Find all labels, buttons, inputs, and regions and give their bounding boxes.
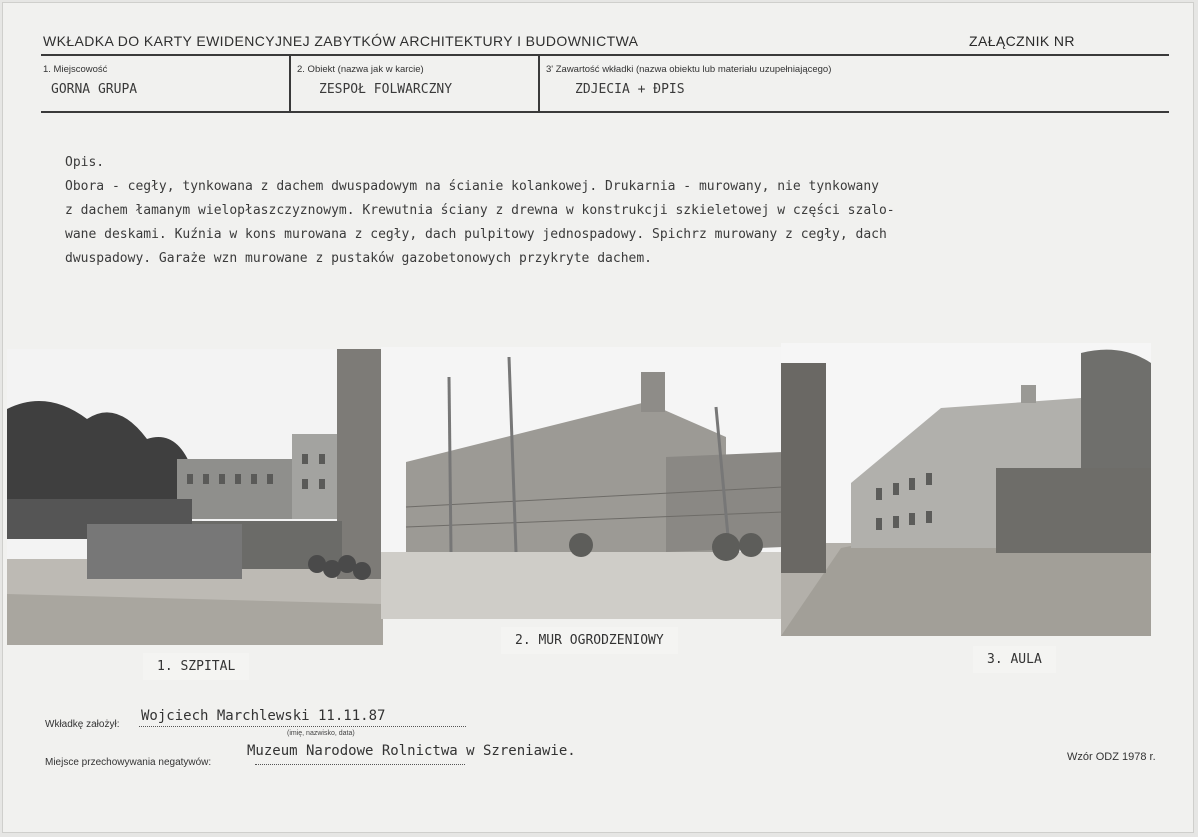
description-line: z dachem łamanym wielopłaszczyznowym. Krewutnia ściany z drewna w konstrukcji szkieletowej w części szalo- <box>65 203 895 218</box>
negatives-value: Muzeum Narodowe Rolnictwa w Szreniawie. <box>247 743 576 759</box>
form-reference: Wzór ODZ 1978 r. <box>1067 751 1156 763</box>
negatives-underline <box>255 764 465 765</box>
photo-hospital-image <box>7 349 383 645</box>
photo-hall <box>781 343 1151 636</box>
header-rule <box>41 54 1169 56</box>
description-line: dwuspadowy. Garaże wzn murowane z pustaków gazobetonowych przykryte dachem. <box>65 251 652 266</box>
author-underline <box>139 726 466 727</box>
annex-label: ZAŁĄCZNIK NR <box>969 33 1075 49</box>
description-heading: Opis. <box>65 155 105 170</box>
field-value-object: ZESPOŁ FOLWARCZNY <box>319 82 453 97</box>
field-value-locality: GORNA GRUPA <box>51 82 138 97</box>
photo-wall <box>381 347 783 619</box>
photo-hall-image <box>781 343 1151 636</box>
field-label-object: 2. Obiekt (nazwa jak w karcie) <box>297 64 424 75</box>
field-label-contents: 3' Zawartość wkładki (nazwa obiektu lub materiału uzupełniającego) <box>546 64 832 75</box>
caption-hall: 3. AULA <box>973 646 1056 673</box>
field-value-contents: ZDJECIA + ĐPIS <box>575 82 685 97</box>
description-line: wane deskami. Kuźnia w kons murowana z cegły, dach pulpitowy jednospadowy. Spichrz murowany z cegły, dach <box>65 227 887 242</box>
field-divider-1 <box>289 54 291 113</box>
photo-wall-image <box>381 347 783 619</box>
field-label-locality: 1. Miejscowość <box>43 64 108 75</box>
author-value: Wojciech Marchlewski 11.11.87 <box>141 708 386 724</box>
card-title: WKŁADKA DO KARTY EWIDENCYJNEJ ZABYTKÓW ARCHITEKTURY I BUDOWNICTWA <box>43 33 639 49</box>
photo-hospital <box>7 349 383 645</box>
description-block <box>65 151 1155 271</box>
caption-wall: 2. MUR OGRODZENIOWY <box>501 627 678 654</box>
author-label: Wkładkę założył: <box>45 719 120 730</box>
description-line: Obora - cegły, tynkowana z dachem dwuspadowym na ścianie kolankowej. Drukarnia - murowany, nie tynkowany <box>65 179 879 194</box>
fields-bottom-rule <box>41 111 1169 113</box>
author-note: (imię, nazwisko, data) <box>287 730 355 737</box>
field-divider-2 <box>538 54 540 113</box>
caption-hospital: 1. SZPITAL <box>143 653 249 680</box>
negatives-label: Miejsce przechowywania negatywów: <box>45 757 212 768</box>
inventory-card <box>2 2 1194 833</box>
